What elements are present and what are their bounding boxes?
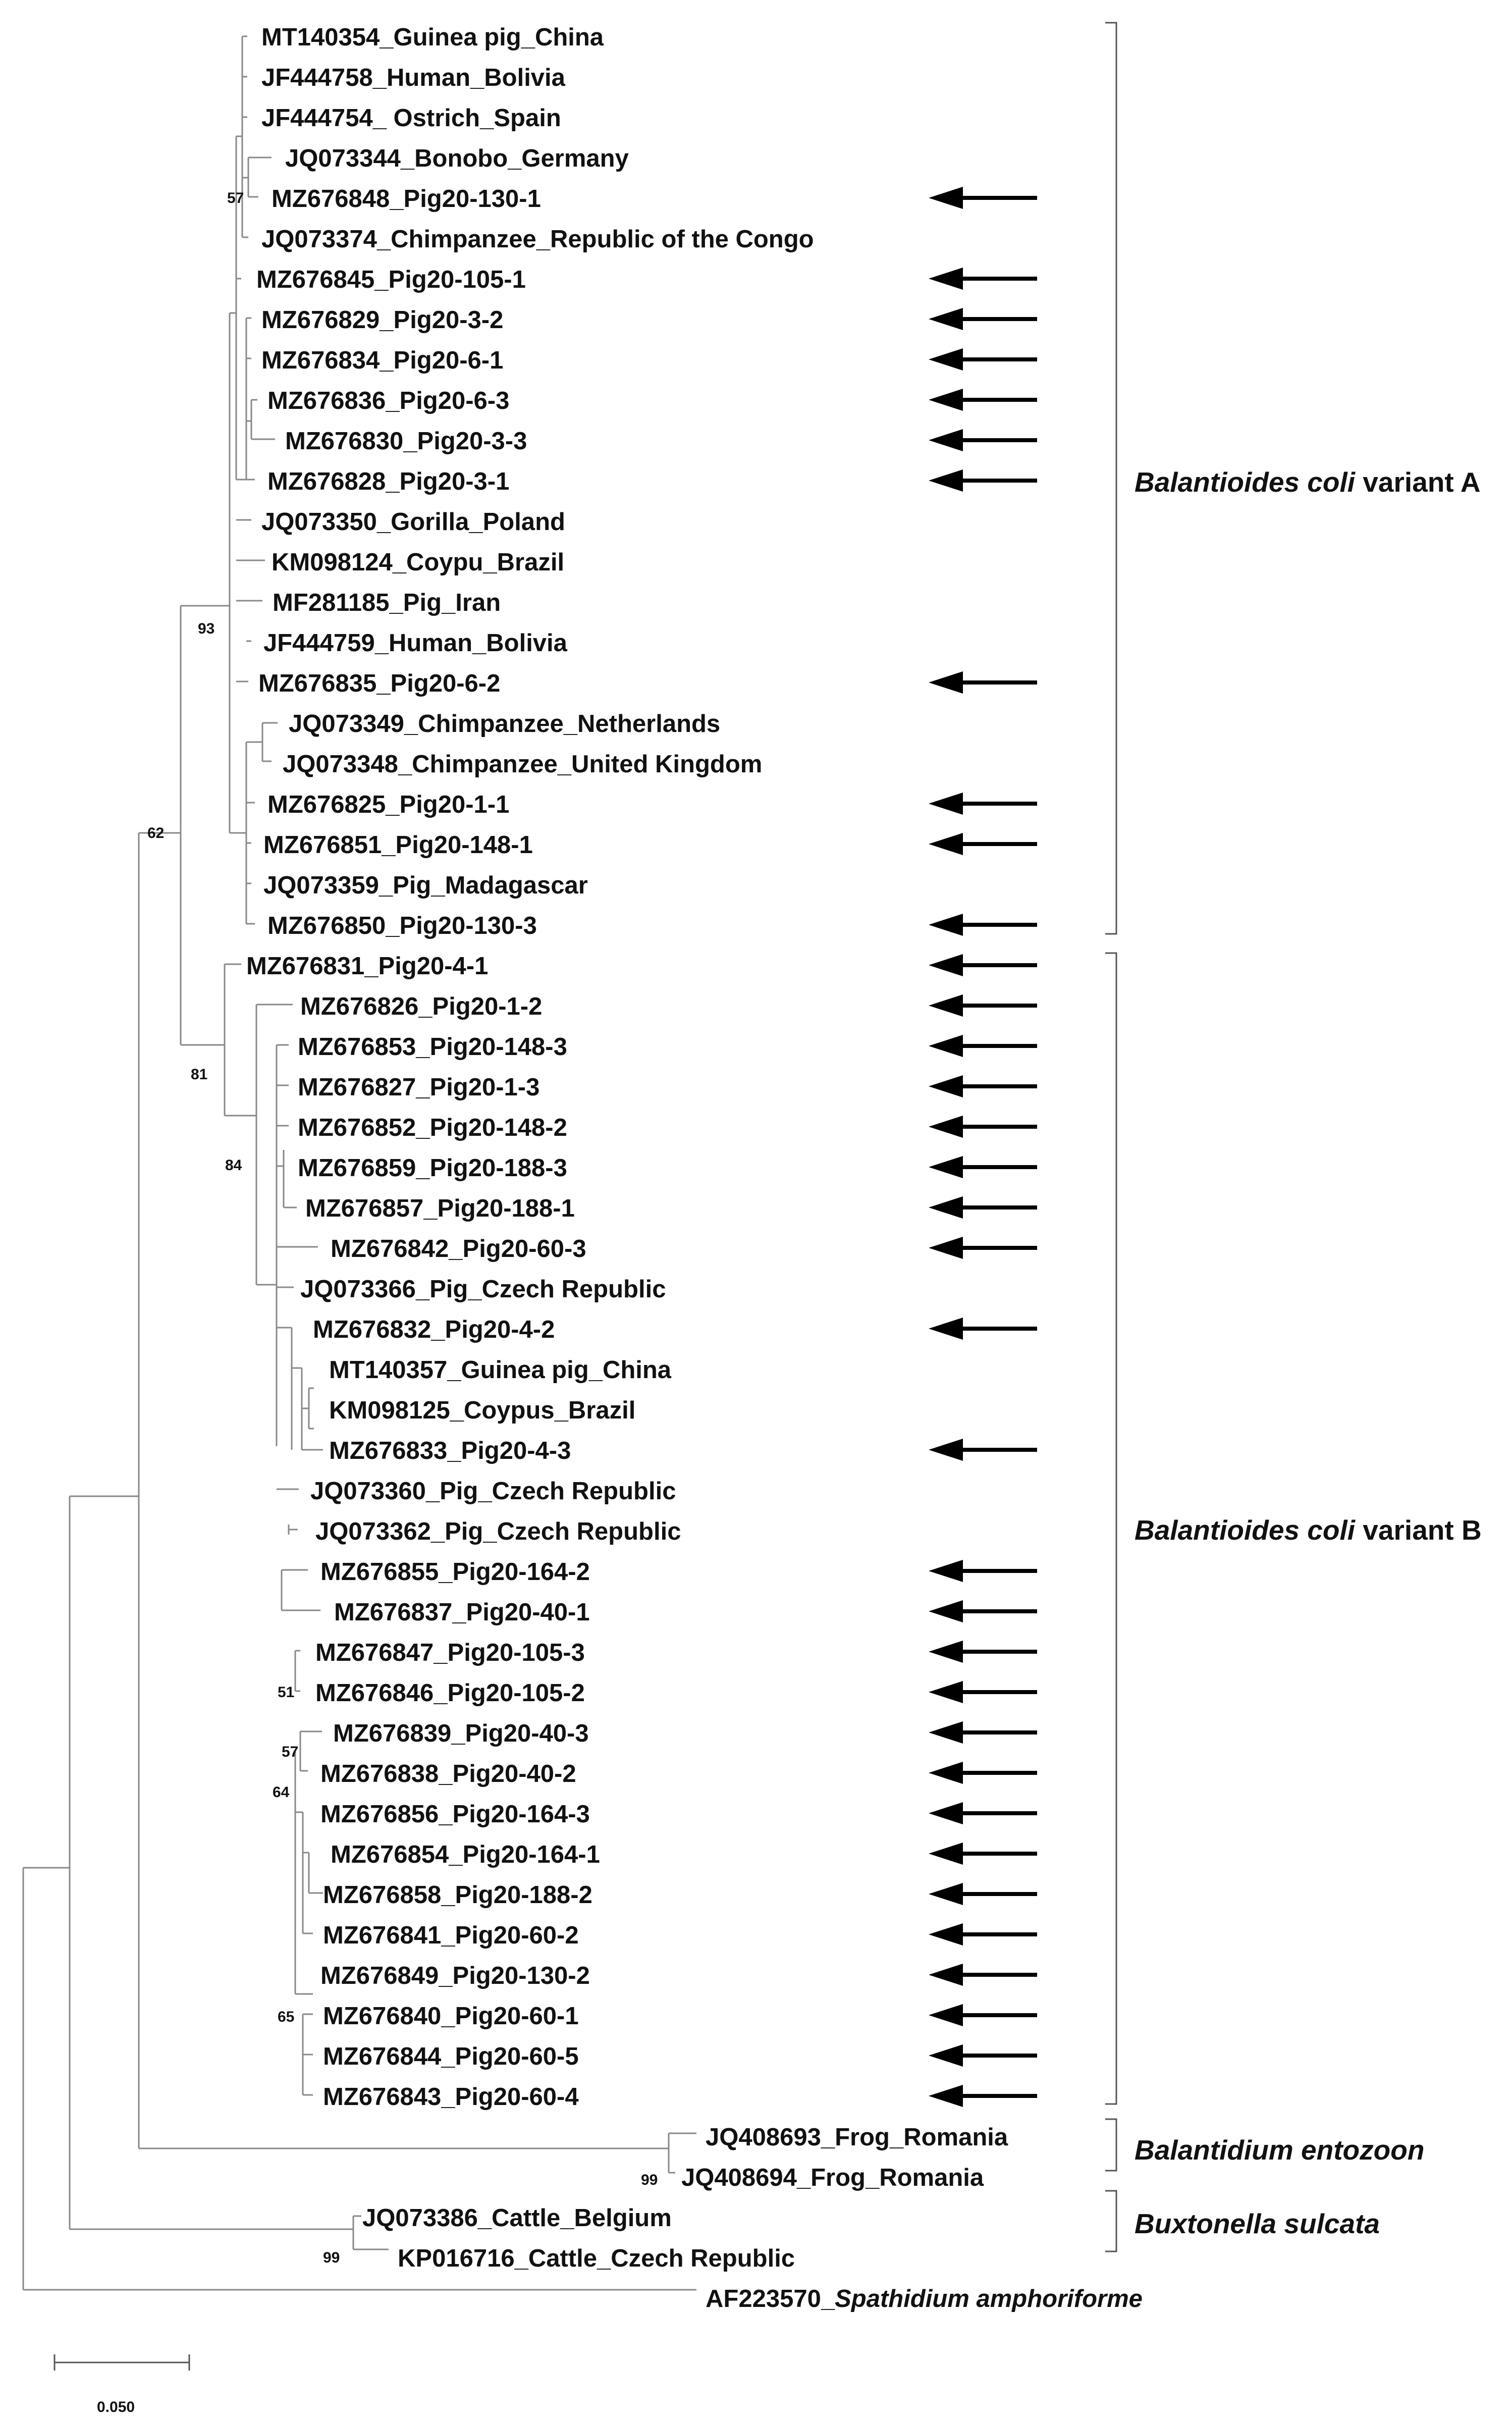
leaf-label: MT140357_Guinea pig_China [329, 1356, 672, 1384]
leaf-label: AF223570_Spathidium amphoriforme [706, 2285, 1143, 2312]
clade-labels [1135, 466, 1482, 2239]
leaf-label: MZ676851_Pig20-148-1 [263, 831, 533, 859]
leaf-label: MT140354_Guinea pig_China [261, 24, 604, 51]
leaf-label: MZ676839_Pig20-40-3 [333, 1720, 589, 1747]
leaf-label: JF444754_ Ostrich_Spain [261, 104, 561, 132]
arrow-marker [929, 994, 1037, 1017]
arrow-marker [929, 1681, 1037, 1703]
arrow-marker [929, 1964, 1037, 1986]
arrow-marker [929, 469, 1037, 492]
arrow-marker [929, 268, 1037, 290]
arrow-marker [929, 1075, 1037, 1097]
scale-bar [55, 2354, 189, 2415]
leaf-label: MZ676837_Pig20-40-1 [334, 1599, 590, 1626]
leaf-label: JQ073366_Pig_Czech Republic [300, 1276, 666, 1303]
leaf-label: MZ676833_Pig20-4-3 [329, 1437, 571, 1464]
arrow-marker [929, 348, 1037, 371]
bootstrap-value: 57 [282, 1744, 299, 1760]
bootstrap-value: 93 [198, 620, 215, 637]
leaf-label: MZ676842_Pig20-60-3 [331, 1235, 586, 1263]
leaf-label: MZ676850_Pig20-130-3 [267, 912, 537, 939]
arrow-marker [929, 1116, 1037, 1138]
clade-bracket-buxtonella [1105, 2191, 1116, 2251]
leaf-label: KP016716_Cattle_Czech Republic [398, 2245, 795, 2272]
bootstrap-value: 81 [191, 1066, 208, 1083]
arrow-marker [929, 187, 1037, 209]
scale-bar-label: 0.050 [97, 2399, 135, 2415]
arrow-marker [929, 1641, 1037, 1663]
leaf-label: MZ676848_Pig20-130-1 [272, 185, 541, 213]
leaf-label: JQ408694_Frog_Romania [681, 2164, 984, 2191]
scale-bar-line [55, 2354, 189, 2371]
arrow-marker [929, 1156, 1037, 1178]
leaf-label: MZ676845_Pig20-105-1 [256, 266, 526, 293]
bootstrap-values [147, 190, 658, 2266]
leaf-label: MZ676835_Pig20-6-2 [258, 670, 501, 697]
leaf-label: JQ073344_Bonobo_Germany [285, 145, 629, 172]
arrow-marker [929, 1923, 1037, 1945]
leaf-label: MZ676855_Pig20-164-2 [320, 1558, 590, 1586]
arrow-marker [929, 2085, 1037, 2107]
clade-bracket-variant-b [1105, 953, 1116, 2104]
arrow-marker [929, 429, 1037, 451]
leaf-label: MZ676826_Pig20-1-2 [300, 993, 543, 1020]
clade-label-buxtonella: Buxtonella sulcata [1135, 2208, 1380, 2239]
clade-label-entozoon: Balantidium entozoon [1135, 2134, 1425, 2166]
bootstrap-value: 57 [227, 190, 244, 206]
leaf-label: JQ073362_Pig_Czech Republic [315, 1518, 681, 1545]
leaf-label: MZ676836_Pig20-6-3 [267, 387, 510, 414]
leaf-label: MZ676852_Pig20-148-2 [298, 1114, 567, 1141]
arrow-marker [929, 1318, 1037, 1340]
leaf-label: MZ676825_Pig20-1-1 [267, 791, 510, 818]
bootstrap-value: 64 [273, 1784, 290, 1801]
arrow-marker [929, 671, 1037, 694]
arrow-marker [929, 1237, 1037, 1259]
bootstrap-value: 62 [147, 825, 165, 842]
arrow-marker [929, 1600, 1037, 1622]
leaf-label: JQ073359_Pig_Madagascar [263, 872, 588, 899]
clade-bracket-entozoon [1105, 2119, 1116, 2171]
leaf-label: MZ676847_Pig20-105-3 [315, 1639, 585, 1666]
bootstrap-value: 99 [641, 2172, 658, 2188]
leaf-label: MZ676829_Pig20-3-2 [261, 306, 504, 334]
arrow-marker [929, 793, 1037, 815]
arrow-marker [929, 389, 1037, 411]
leaf-label: MZ676843_Pig20-60-4 [323, 2083, 579, 2111]
leaf-label: MZ676832_Pig20-4-2 [313, 1316, 555, 1343]
leaf-label: MZ676840_Pig20-60-1 [323, 2003, 579, 2030]
leaf-label: MZ676841_Pig20-60-2 [323, 1922, 579, 1949]
arrow-marker [929, 1843, 1037, 1865]
leaf-label: MZ676859_Pig20-188-3 [298, 1154, 567, 1182]
leaf-label: KM098125_Coypus_Brazil [329, 1397, 636, 1424]
leaf-label: JQ073350_Gorilla_Poland [261, 508, 565, 536]
leaf-label: MZ676846_Pig20-105-2 [315, 1679, 585, 1707]
arrow-marker [929, 1439, 1037, 1461]
arrow-marker [929, 2004, 1037, 2026]
leaf-label: MZ676854_Pig20-164-1 [331, 1841, 600, 1868]
arrow-markers [929, 187, 1037, 2107]
leaf-label: MZ676856_Pig20-164-3 [320, 1801, 590, 1828]
leaf-label: MZ676849_Pig20-130-2 [320, 1962, 590, 1989]
arrow-marker [929, 1035, 1037, 1057]
arrow-marker [929, 2044, 1037, 2067]
arrow-marker [929, 1802, 1037, 1824]
arrow-marker [929, 1883, 1037, 1905]
arrow-marker [929, 1762, 1037, 1784]
leaf-label: MZ676838_Pig20-40-2 [320, 1760, 576, 1787]
leaf-label: JQ073386_Cattle_Belgium [362, 2204, 672, 2232]
bootstrap-value: 51 [278, 1684, 295, 1701]
leaf-label: MZ676830_Pig20-3-3 [285, 428, 527, 455]
arrow-marker [929, 914, 1037, 936]
clade-brackets [1105, 23, 1116, 2251]
arrow-marker [929, 1560, 1037, 1582]
arrow-marker [929, 308, 1037, 330]
leaf-label: JQ073349_Chimpanzee_Netherlands [289, 710, 721, 738]
leaf-label: MZ676858_Pig20-188-2 [323, 1881, 592, 1909]
arrow-marker [929, 833, 1037, 855]
leaf-label: MZ676827_Pig20-1-3 [298, 1074, 540, 1101]
clade-label-variant-a: Balantioides coli variant A [1135, 466, 1481, 498]
leaf-label: MZ676831_Pig20-4-1 [246, 953, 489, 980]
leaf-label: MZ676828_Pig20-3-1 [267, 468, 510, 495]
clade-label-variant-b: Balantioides coli variant B [1135, 1514, 1482, 1546]
bootstrap-value: 84 [225, 1157, 242, 1174]
leaf-label: MZ676853_Pig20-148-3 [298, 1033, 567, 1061]
leaf-label: KM098124_Coypu_Brazil [272, 549, 565, 576]
leaf-label: MF281185_Pig_Iran [273, 589, 501, 616]
leaf-label: JQ073374_Chimpanzee_Republic of the Congo [261, 226, 814, 253]
leaf-label: JF444758_Human_Bolivia [261, 64, 565, 91]
bootstrap-value: 65 [278, 2009, 295, 2025]
clade-bracket-variant-a [1105, 23, 1116, 934]
leaf-label: JQ408693_Frog_Romania [706, 2124, 1008, 2151]
arrow-marker [929, 1196, 1037, 1219]
leaf-label: JQ073348_Chimpanzee_United Kingdom [283, 751, 763, 778]
leaf-label: JQ073360_Pig_Czech Republic [310, 1478, 676, 1505]
arrow-marker [929, 954, 1037, 976]
leaf-label: MZ676857_Pig20-188-1 [305, 1195, 575, 1222]
arrow-marker [929, 1721, 1037, 1744]
leaf-label: MZ676844_Pig20-60-5 [323, 2043, 579, 2070]
leaf-label: MZ676834_Pig20-6-1 [261, 347, 504, 374]
leaf-label: JF444759_Human_Bolivia [263, 629, 567, 657]
bootstrap-value: 99 [323, 2249, 340, 2266]
